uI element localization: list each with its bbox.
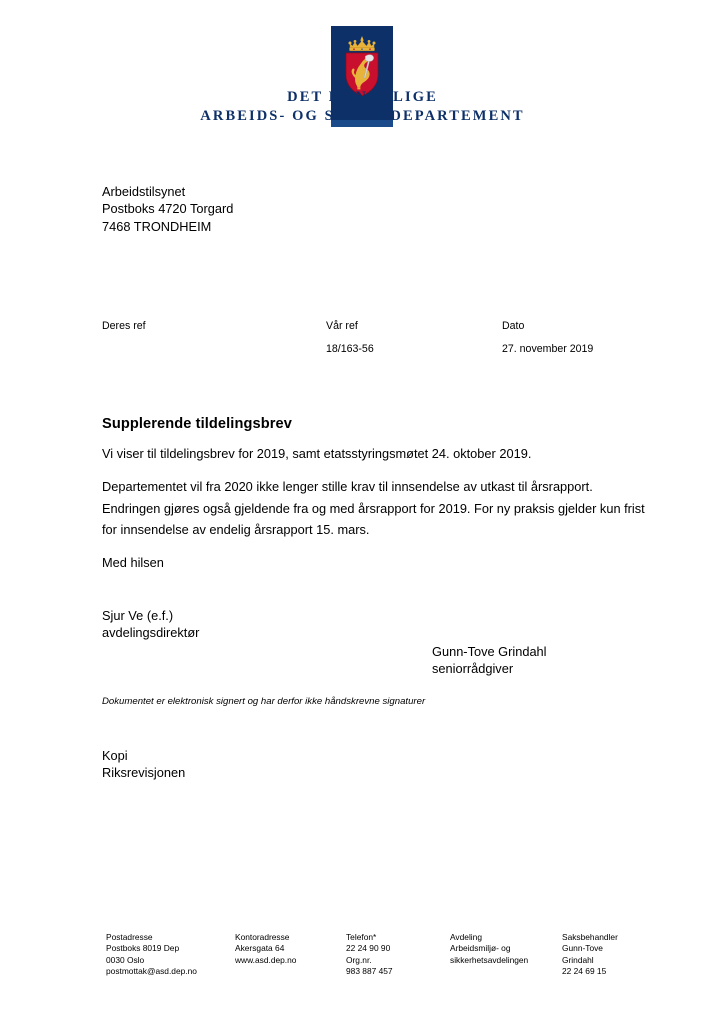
var-ref-column <box>326 317 374 359</box>
copy-recipient: Riksrevisjonen <box>102 765 186 781</box>
signer-2-name: Gunn-Tove Grindahl <box>432 644 547 659</box>
footer-column-postadresse <box>106 932 234 978</box>
footer-header: Kontoradresse <box>235 932 290 942</box>
footer-column-avdeling <box>450 932 560 966</box>
department-wordmark <box>0 88 725 125</box>
dato-column <box>502 317 593 359</box>
footer-line: 0030 Oslo <box>106 954 145 965</box>
addressee-line-1: Arbeidstilsynet <box>102 184 186 199</box>
signer-2-title: seniorrådgiver <box>432 661 514 677</box>
footer-column-telefon <box>346 932 448 978</box>
letter-closing: Med hilsen <box>102 555 164 570</box>
wordmark-line-2: ARBEIDS- OG SOSIALDEPARTEMENT <box>200 107 525 124</box>
page-title: Supplerende tildelingsbrev <box>102 416 292 432</box>
footer-line: Akersgata 64 <box>235 943 285 954</box>
footer-line: 983 887 457 <box>346 966 393 977</box>
footer-line: Arbeidsmiljø- og <box>450 943 511 954</box>
footer-website[interactable]: www.asd.dep.no <box>235 954 297 965</box>
footer-line: Grindahl <box>562 954 594 965</box>
footer-line: 22 24 69 15 <box>562 966 607 977</box>
addressee-block <box>102 183 233 235</box>
signature-block-left <box>102 607 199 642</box>
copy-recipients-block <box>102 747 185 782</box>
deres-ref-label: Deres ref <box>102 320 146 332</box>
footer-header: Avdeling <box>450 932 482 942</box>
addressee-line-3: 7468 TRONDHEIM <box>102 218 212 234</box>
wordmark-line-1: DET KONGELIGE <box>287 89 438 105</box>
footer-header: Telefon* <box>346 932 377 942</box>
footer-email[interactable]: postmottak@asd.dep.no <box>106 966 197 977</box>
copy-label: Kopi <box>102 748 128 763</box>
footer-line: Postboks 8019 Dep <box>106 943 180 954</box>
var-ref-value: 18/163-56 <box>326 343 374 355</box>
footer-header: Saksbehandler <box>562 932 618 942</box>
footer-line: 22 24 90 90 <box>346 943 391 954</box>
signer-1-name: Sjur Ve (e.f.) <box>102 608 174 623</box>
electronic-signature-note: Dokumentet er elektronisk signert og har derfor ikke håndskrevne signaturer <box>102 696 426 707</box>
deres-ref-column <box>102 317 146 340</box>
dato-value: 27. november 2019 <box>502 343 594 355</box>
footer-column-saksbehandler <box>562 932 662 978</box>
footer-line: Gunn-Tove <box>562 943 603 954</box>
var-ref-label: Vår ref <box>326 320 358 332</box>
letter-paragraph-1: Vi viser til tildelingsbrev for 2019, samt etatsstyringsmøtet 24. oktober 2019. <box>102 446 532 461</box>
footer-header: Postadresse <box>106 932 153 942</box>
footer-column-kontoradresse <box>235 932 343 966</box>
signer-1-title: avdelingsdirektør <box>102 625 200 641</box>
letter-paragraph-2: Departementet vil fra 2020 ikke lenger stille krav til innsendelse av utkast til årsrapport. Endringen gjøres også gjeldende fra og med årsrapport for 2019. For ny praksis gjelder kun frist for innsendelse av endelig årsrapport 15. mars. <box>102 479 645 537</box>
letterhead <box>0 26 725 126</box>
dato-label: Dato <box>502 320 525 332</box>
footer-line: sikkerhetsavdelingen <box>450 954 529 965</box>
signature-block-right <box>432 643 547 678</box>
footer-line: Org.nr. <box>346 954 372 965</box>
addressee-line-2: Postboks 4720 Torgard <box>102 201 234 217</box>
